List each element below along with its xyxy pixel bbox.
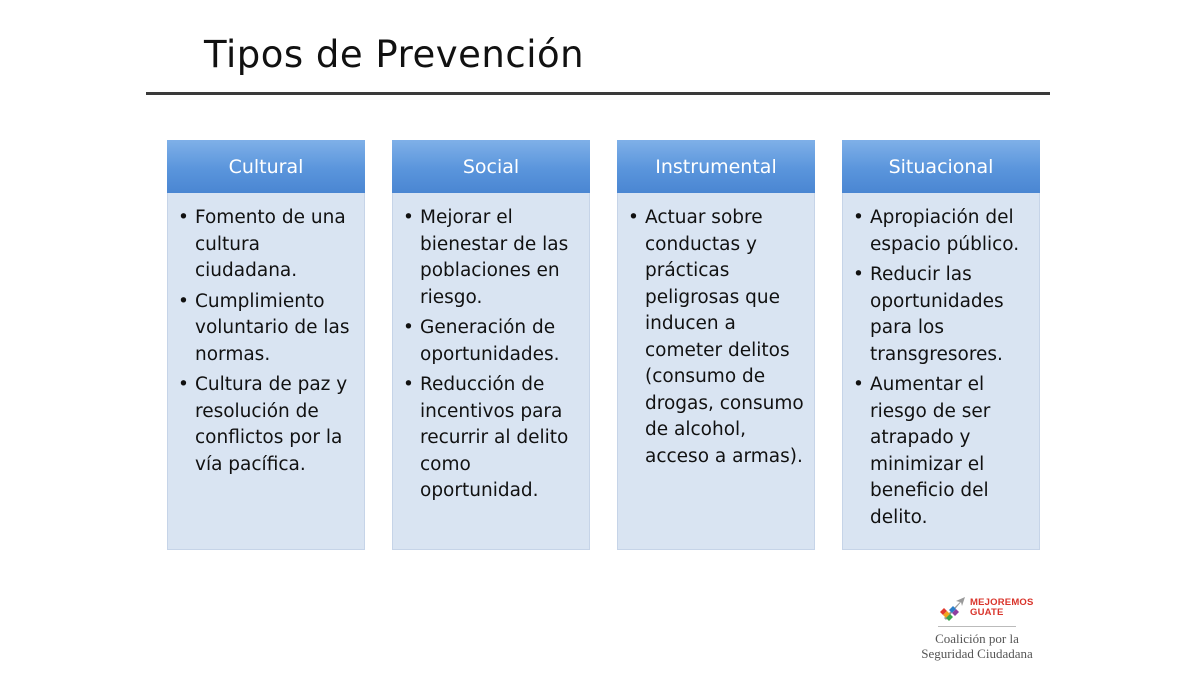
column-header: Cultural	[167, 140, 365, 193]
list-item: • Mejorar el bienestar de las poblaciones en riesgo.	[400, 205, 582, 311]
prevention-types-diagram	[167, 140, 1040, 550]
title-divider	[146, 92, 1050, 95]
column-situacional	[842, 140, 1040, 550]
list-item: • Actuar sobre conductas y prácticas peligrosas que inducen a cometer delitos (consumo de drogas, consumo de alcohol, acceso a armas).	[625, 205, 807, 470]
column-cultural	[167, 140, 365, 550]
logo-brand-line1: MEJOREMOS	[970, 597, 1034, 608]
list-item: • Apropiación del espacio público.	[850, 205, 1032, 258]
column-list	[617, 193, 815, 470]
column-instrumental	[617, 140, 815, 550]
logo-divider	[938, 626, 1016, 627]
hands-arrow-logo-icon	[938, 594, 968, 624]
logo-caption-line1: Coalición por la	[935, 631, 1019, 646]
column-social	[392, 140, 590, 550]
column-list	[167, 193, 365, 478]
logo-brand-text	[970, 598, 1034, 618]
list-item: • Aumentar el riesgo de ser atrapado y minimizar el beneficio del delito.	[850, 372, 1032, 531]
list-item: • Fomento de una cultura ciudadana.	[175, 205, 357, 285]
list-item: • Cultura de paz y resolución de conflictos por la vía pacífica.	[175, 372, 357, 478]
column-header: Social	[392, 140, 590, 193]
column-header: Instrumental	[617, 140, 815, 193]
logo-caption	[914, 631, 1040, 661]
logo-brand-line2: GUATE	[970, 607, 1004, 618]
column-list	[842, 193, 1040, 531]
list-item: • Reducir las oportunidades para los transgresores.	[850, 262, 1032, 368]
coalition-logo	[914, 592, 1040, 664]
column-list	[392, 193, 590, 505]
list-item: • Generación de oportunidades.	[400, 315, 582, 368]
list-item: • Reducción de incentivos para recurrir al delito como oportunidad.	[400, 372, 582, 505]
column-header: Situacional	[842, 140, 1040, 193]
list-item: • Cumplimiento voluntario de las normas.	[175, 289, 357, 369]
logo-caption-line2: Seguridad Ciudadana	[921, 646, 1033, 661]
slide-title: Tipos de Prevención	[204, 33, 585, 76]
